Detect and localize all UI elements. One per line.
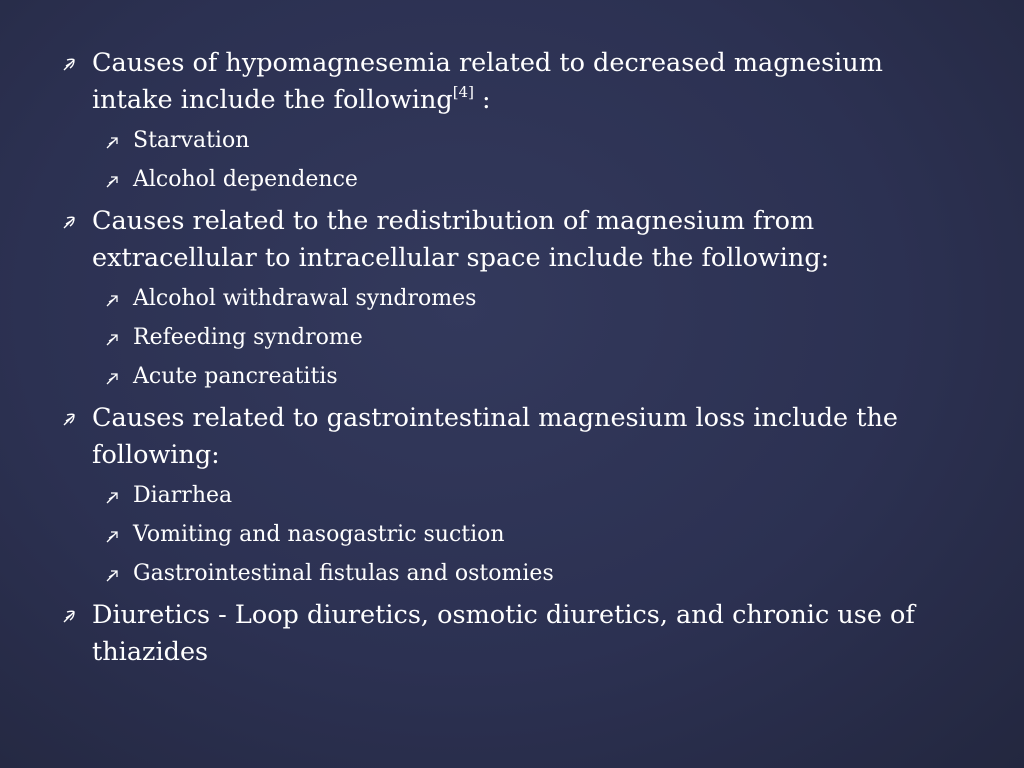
quill-bullet-icon <box>105 135 120 150</box>
quill-bullet-icon <box>105 293 120 308</box>
sub-item-text: Starvation <box>133 128 250 153</box>
quill-bullet-icon <box>105 332 120 347</box>
sub-item <box>62 121 962 160</box>
sub-item <box>62 160 962 199</box>
quill-bullet-icon <box>105 529 120 544</box>
sub-item-text: Diarrhea <box>133 483 233 508</box>
feather-bullet-icon <box>62 609 77 624</box>
sub-item-text: Vomiting and nasogastric suction <box>133 522 505 547</box>
bullet-text: Causes related to gastrointestinal magnesium loss include the following: <box>92 403 898 470</box>
quill-bullet-icon <box>105 174 120 189</box>
sub-item <box>62 515 962 554</box>
quill-bullet-icon <box>105 371 120 386</box>
sub-item <box>62 554 962 593</box>
sub-item-text: Alcohol dependence <box>133 167 358 192</box>
bullet-list <box>62 45 962 671</box>
citation-ref: [4] <box>452 83 474 101</box>
sub-item <box>62 318 962 357</box>
sub-item-text: Gastrointestinal fistulas and ostomies <box>133 561 554 586</box>
bullet-text: Causes of hypomagnesemia related to decreased magnesium intake include the following <box>92 48 883 115</box>
feather-bullet-icon <box>62 57 77 72</box>
feather-bullet-icon <box>62 412 77 427</box>
bullet-item-gi-loss <box>62 400 962 474</box>
sub-item-text: Acute pancreatitis <box>133 364 338 389</box>
feather-bullet-icon <box>62 215 77 230</box>
bullet-item-redistribution <box>62 203 962 277</box>
quill-bullet-icon <box>105 568 120 583</box>
sub-item <box>62 279 962 318</box>
sub-list <box>62 121 962 199</box>
bullet-item-decreased-intake <box>62 45 962 119</box>
bullet-text: Causes related to the redistribution of magnesium from extracellular to intracellular space include the following: <box>92 206 830 273</box>
sub-item <box>62 357 962 396</box>
bullet-text: Diuretics - Loop diuretics, osmotic diuretics, and chronic use of thiazides <box>92 600 915 667</box>
sub-item <box>62 476 962 515</box>
quill-bullet-icon <box>105 490 120 505</box>
bullet-item-diuretics <box>62 597 962 671</box>
sub-item-text: Alcohol withdrawal syndromes <box>133 286 477 311</box>
bullet-suffix: : <box>473 85 491 115</box>
sub-list <box>62 476 962 593</box>
sub-list <box>62 279 962 396</box>
sub-item-text: Refeeding syndrome <box>133 325 363 350</box>
